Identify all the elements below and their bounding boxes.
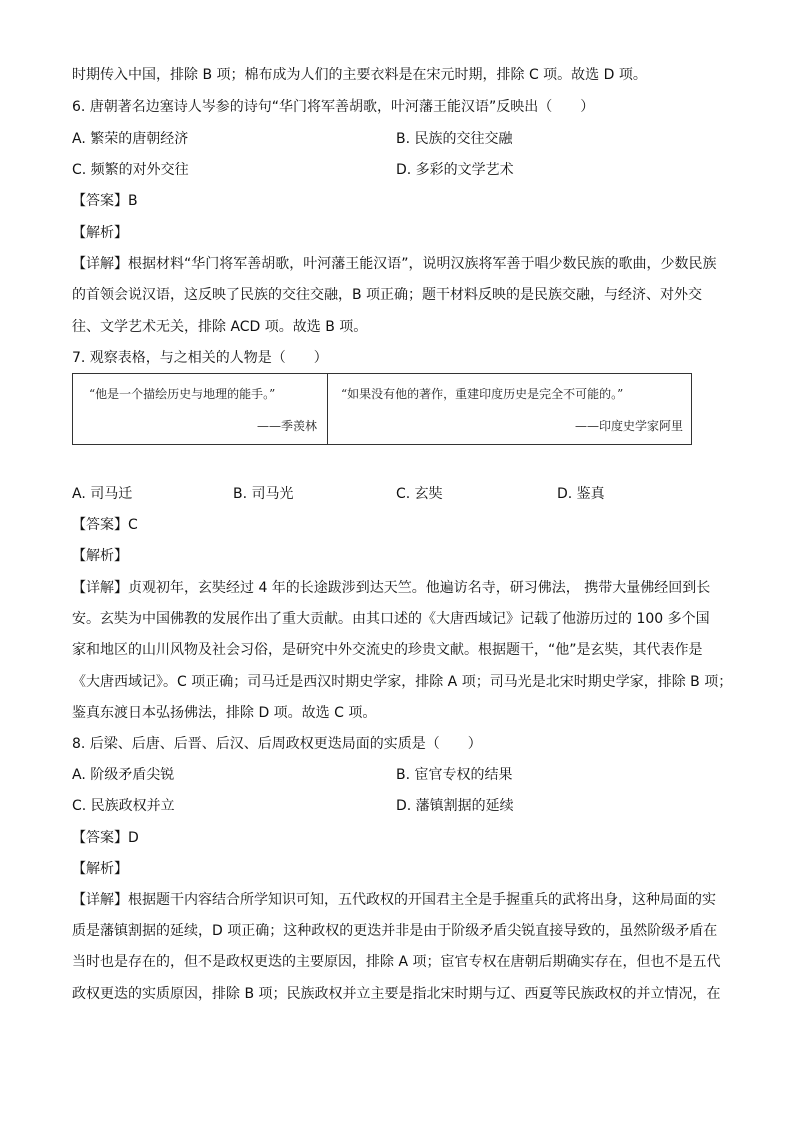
question-6: 6. 唐朝著名边塞诗人岑参的诗句“华门将军善胡歌，叶河藩王能汉语”反映出（ ） (72, 99, 595, 115)
question-8: 8. 后梁、后唐、后晋、后汉、后周政权更迭局面的实质是（ ） (72, 736, 482, 752)
q7-detail-line: 安。玄奘为中国佛教的发展作出了重大贡献。由其口述的《大唐西域记》记载了他游历过的 100 多个国 (72, 611, 710, 627)
q6-detail-line: 【详解】根据材料“华门将军善胡歌，叶河藩王能汉语”，说明汉族将军善于唱少数民族的歌曲，少数民族 (72, 256, 717, 272)
q7-option-c: C. 玄奘 (396, 486, 443, 502)
q8-detail-line: 【详解】根据题干内容结合所学知识可知，五代政权的开国君主全是手握重兵的武将出身，这种局面的实 (72, 892, 716, 908)
text-line: 时期传入中国，排除 B 项；棉布成为人们的主要衣料是在宋元时期，排除 C 项。故选 D 项。 (72, 67, 647, 83)
q7-detail-line: 家和地区的山川风物及社会习俗，是研究中外交流史的珍贵文献。根据题干，“他”是玄奘，其代表作是 (72, 642, 703, 658)
q6-analysis-label: 【解析】 (72, 225, 128, 241)
table-left-quote: “他是一个描绘历史与地理的能手。” (89, 387, 276, 401)
q6-detail-line: 往、文学艺术无关，排除 ACD 项。故选 B 项。 (72, 319, 368, 335)
table-right-source: ——印度史学家阿里 (574, 419, 683, 433)
q7-option-a: A. 司马迁 (72, 486, 133, 502)
q7-answer: 【答案】C (72, 517, 138, 533)
table-divider (327, 374, 328, 444)
table-right-quote: “如果没有他的著作，重建印度历史是完全不可能的。” (341, 387, 624, 401)
q7-analysis-label: 【解析】 (72, 548, 128, 564)
quote-table (72, 373, 692, 445)
q7-option-d: D. 鉴真 (557, 486, 605, 502)
q7-option-b: B. 司马光 (233, 486, 294, 502)
q8-detail-line: 当时也是存在的，但不是政权更迭的主要原因，排除 A 项；宦官专权在唐朝后期确实存在，但也不是五代 (72, 954, 721, 970)
q8-answer: 【答案】D (72, 830, 139, 846)
q8-option-d: D. 藩镇割据的延续 (396, 798, 514, 814)
q8-option-c: C. 民族政权并立 (72, 798, 175, 814)
q7-detail-line: 鉴真东渡日本弘扬佛法，排除 D 项。故选 C 项。 (72, 705, 377, 721)
q6-option-b: B. 民族的交往交融 (396, 131, 513, 147)
q8-option-a: A. 阶级矛盾尖锐 (72, 767, 175, 783)
q6-option-a: A. 繁荣的唐朝经济 (72, 131, 189, 147)
q8-detail-line: 政权更迭的实质原因，排除 B 项；民族政权并立主要是指北宋时期与辽、西夏等民族政权的并立情况，在 (72, 986, 721, 1002)
q6-answer: 【答案】B (72, 193, 138, 209)
question-7: 7. 观察表格，与之相关的人物是（ ） (72, 350, 328, 366)
q8-analysis-label: 【解析】 (72, 861, 128, 877)
q6-option-c: C. 频繁的对外交往 (72, 162, 189, 178)
q6-detail-line: 的首领会说汉语，这反映了民族的交往交融，B 项正确；题干材料反映的是民族交融，与经济、对外交 (72, 287, 703, 303)
q6-option-d: D. 多彩的文学艺术 (396, 162, 514, 178)
q8-detail-line: 质是藩镇割据的延续，D 项正确；这种政权的更迭并非是由于阶级矛盾尖锐直接导致的，虽然阶级矛盾在 (72, 923, 718, 939)
table-left-source: ——季羡林 (256, 419, 317, 433)
q7-detail-line: 【详解】贞观初年，玄奘经过 4 年的长途跋涉到达天竺。他遍访名寺，研习佛法， 携带大量佛经回到长 (72, 580, 711, 596)
q8-option-b: B. 宦官专权的结果 (396, 767, 513, 783)
q7-detail-line: 《大唐西域记》。C 项正确；司马迁是西汉时期史学家，排除 A 项；司马光是北宋时期史学家，排除 B 项； (72, 674, 733, 690)
